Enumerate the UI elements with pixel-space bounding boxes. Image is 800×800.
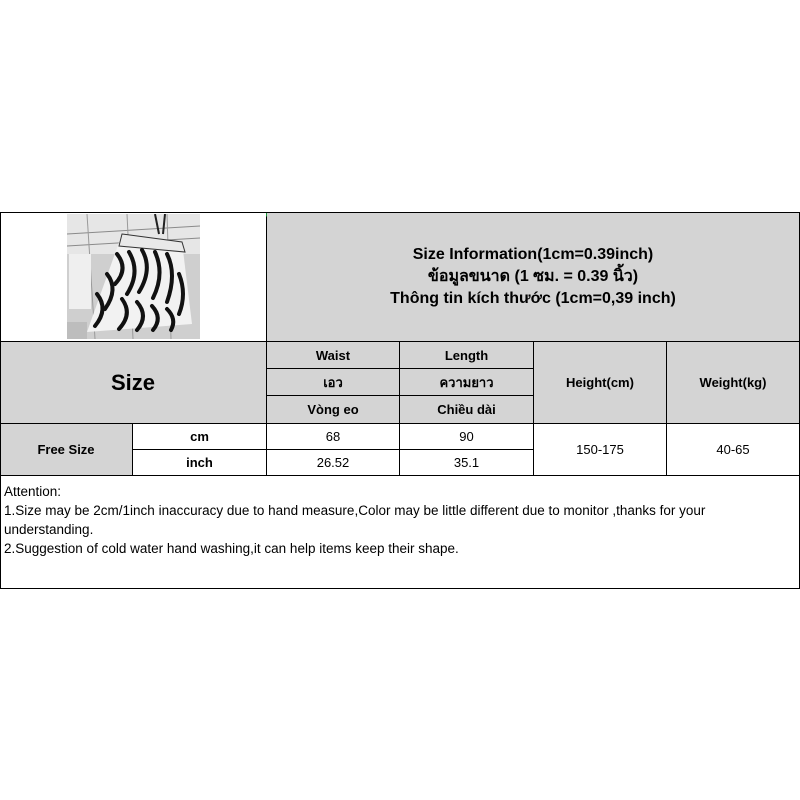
size-chart [0, 212, 800, 589]
waist-header-vi: Vòng eo [267, 396, 400, 424]
length-cm-value: 90 [400, 424, 534, 450]
length-header-en: Length [400, 342, 534, 369]
size-header: Size [0, 342, 267, 424]
waist-cm-value: 68 [267, 424, 400, 450]
free-size-label: Free Size [0, 424, 133, 476]
height-header: Height(cm) [534, 342, 667, 424]
size-information-title [267, 212, 800, 342]
product-photo-cell [0, 212, 267, 342]
height-range-value: 150-175 [534, 424, 667, 476]
attention-notes [0, 476, 800, 589]
length-header-th: ความยาว [400, 369, 534, 396]
attention-line-2: 2.Suggestion of cold water hand washing,it can help items keep their shape. [4, 541, 459, 556]
product-photo [67, 214, 200, 339]
weight-range-value: 40-65 [667, 424, 800, 476]
waist-inch-value: 26.52 [267, 450, 400, 476]
waist-header-en: Waist [267, 342, 400, 369]
weight-header: Weight(kg) [667, 342, 800, 424]
attention-line-1: 1.Size may be 2cm/1inch inaccuracy due to hand measure,Color may be little different due to monitor ,thanks for your understanding. [4, 503, 706, 537]
unit-cm: cm [133, 424, 267, 450]
title-english: Size Information(1cm=0.39inch) [412, 245, 654, 263]
waist-header-th: เอว [267, 369, 400, 396]
zebra-print-skirt-photo-icon [67, 214, 200, 339]
length-header-vi: Chiều dài [400, 396, 534, 424]
title-thai: ข้อมูลขนาด (1 ซม. = 0.39 นิ้ว) [427, 267, 639, 285]
title-vietnamese: Thông tin kích thước (1cm=0,39 inch) [390, 289, 676, 307]
unit-inch: inch [133, 450, 267, 476]
attention-heading: Attention: [4, 484, 62, 499]
length-inch-value: 35.1 [400, 450, 534, 476]
